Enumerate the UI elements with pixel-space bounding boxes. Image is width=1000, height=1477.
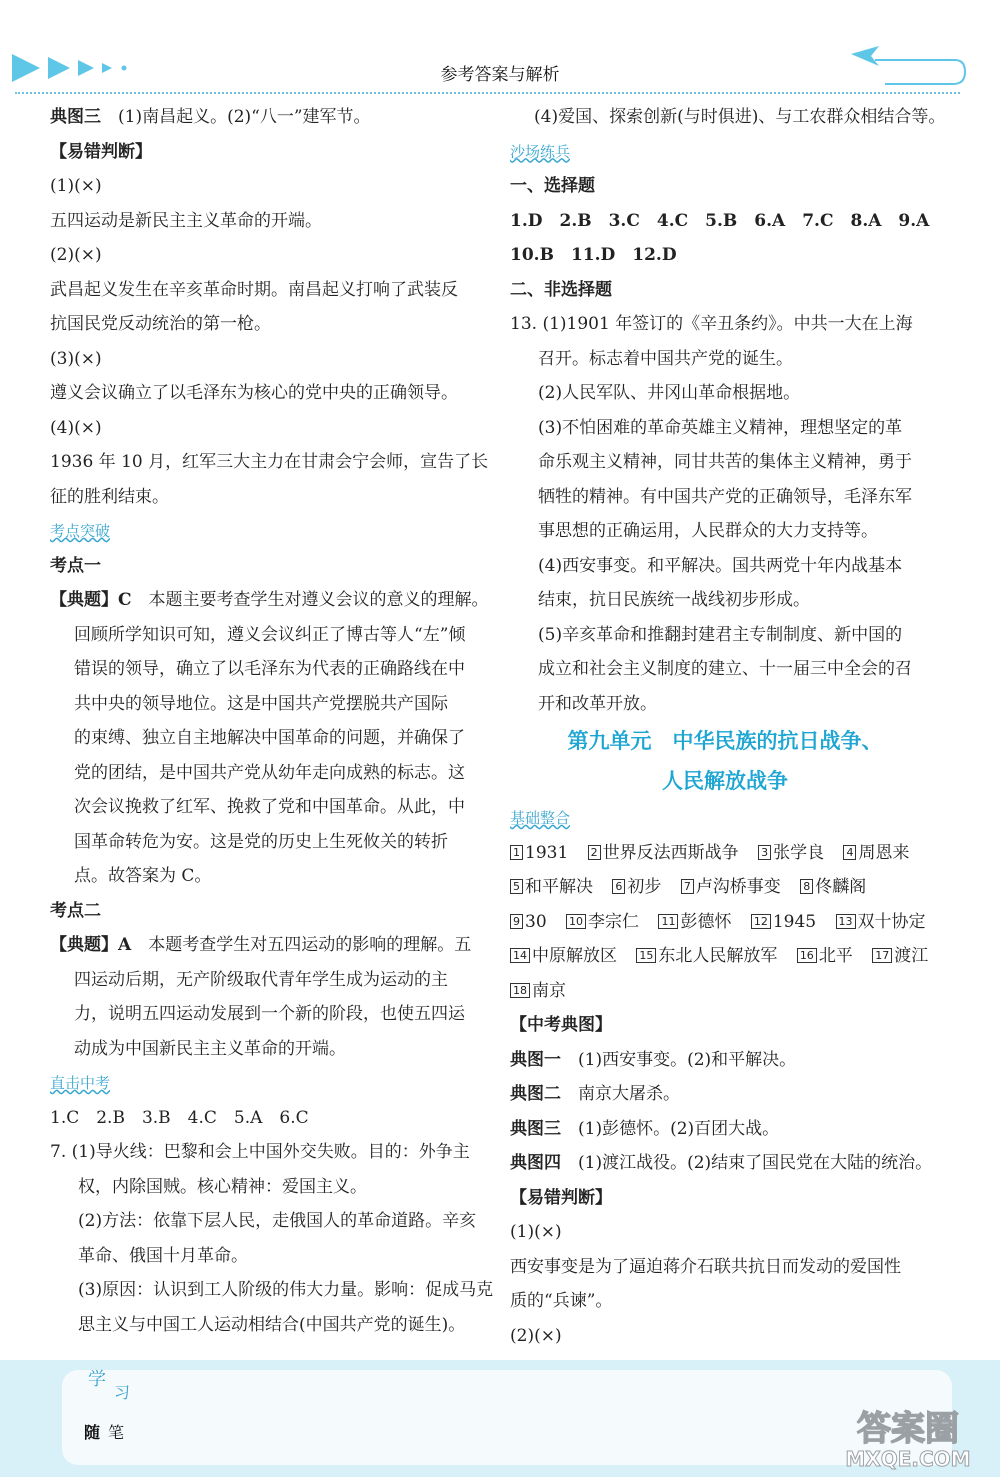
text-line: 力，说明五四运动发展到一个新的阶段，也使五四运	[74, 1004, 465, 1024]
page-header	[0, 0, 1000, 100]
text-line: 结束，抗日民族统一战线初步形成。	[538, 590, 810, 610]
header-divider	[15, 92, 960, 94]
text-line: 质的“兵谏”。	[510, 1291, 613, 1311]
text-line: 典图二 南京大屠杀。	[510, 1084, 680, 1104]
text-line: 召开。标志着中国共产党的诞生。	[538, 348, 793, 369]
unit-title-line2: 人民解放战争	[662, 769, 788, 793]
section-label-zhiji: 直击中考	[50, 1074, 111, 1092]
text-line: 典图四 (1)渡江战役。(2)结束了国民党在大陆的统治。	[510, 1153, 933, 1173]
text-line: 抗国民党反动统治的第一枪。	[50, 314, 271, 334]
footer-label-sui: 随	[84, 1423, 101, 1442]
watermark-url: MXQE.COM	[845, 1447, 971, 1471]
text-line: 权，内除国贼。核心精神：爱国主义。	[78, 1176, 367, 1197]
text-line: 五四运动是新民主主义革命的开端。	[50, 210, 322, 231]
text-line: (1)(×)	[50, 176, 102, 196]
watermark-text: 答案圈	[857, 1409, 959, 1449]
text-line: 典图一 (1)西安事变。(2)和平解决。	[510, 1049, 797, 1070]
text-line: 13. (1)1901 年签订的《辛丑条约》。中共一大在上海	[510, 314, 913, 334]
watermark-logo	[820, 1400, 995, 1472]
text-line: 革命、俄国十月革命。	[78, 1245, 248, 1266]
text-line: (2)方法：依靠下层人民，走俄国人的革命道路。辛亥	[78, 1211, 477, 1231]
foundation-row: 9 30 10 李宗仁 11 彭德怀 12 1945 13 双十协定	[510, 905, 940, 940]
text-line: 错误的领导，确立了以毛泽东为代表的正确路线在中	[74, 659, 465, 679]
text-line: 共中央的领导地位。这是中国共产党摆脱共产国际	[74, 693, 448, 714]
text-line: 典图三 (1)彭德怀。(2)百团大战。	[510, 1118, 780, 1139]
text-line: (3)(×)	[50, 348, 102, 369]
text-line: 西安事变是为了逼迫蒋介石联共抗日而发动的爱国性	[510, 1256, 901, 1277]
text-line: 牺牲的精神。有中国共产党的正确领导，毛泽东军	[538, 486, 912, 507]
text-line: (4)(×)	[50, 417, 102, 438]
section-heading: 一、选择题	[510, 176, 595, 196]
notes-area	[62, 1370, 952, 1465]
text-line: 事思想的正确运用，人民群众的大力支持等。	[538, 521, 878, 541]
text-line: 典图三 (1)南昌起义。(2)“八一”建军节。	[50, 107, 371, 127]
text-line: (5)辛亥革命和推翻封建君主专制制度、新中国的	[538, 624, 903, 645]
footer-label-xi: 习	[114, 1383, 131, 1402]
section-label-jichu: 基础整合	[510, 809, 571, 827]
text-line: (1)(×)	[510, 1222, 562, 1242]
section-heading: 【中考典图】	[510, 1015, 612, 1035]
text-line: 1.C 2.B 3.B 4.C 5.A 6.C	[50, 1107, 309, 1128]
text-line: 征的胜利结束。	[50, 486, 169, 507]
text-line: 遵义会议确立了以毛泽东为核心的党中央的正确领导。	[50, 383, 458, 403]
text-line: 点。故答案为 C。	[74, 866, 212, 886]
text-line: (2)(×)	[510, 1325, 562, 1346]
text-line: 四运动后期，无产阶级取代青年学生成为运动的主	[74, 969, 448, 990]
section-label-shachang: 沙场练兵	[510, 142, 571, 161]
foundation-row: 14 中原解放区 15 东北人民解放军 16 北平 17 渡江	[510, 939, 940, 974]
text-line: 的束缚、独立自主地解决中国革命的问题，并确保了	[74, 728, 465, 748]
foundation-row: 5 和平解决 6 初步 7 卢沟桥事变 8 佟麟阁	[510, 870, 940, 905]
text-line: 次会议挽救了红军、挽救了党和中国革命。从此，中	[74, 797, 465, 817]
text-line: 7. (1)导火线：巴黎和会上中国外交失败。目的：外争主	[50, 1142, 470, 1162]
foundation-row: 18 南京	[510, 974, 940, 1009]
text-line: 回顾所学知识可知，遵义会议纠正了博古等人“左”倾	[74, 624, 466, 645]
text-line: 【典题】A 本题考查学生对五四运动的影响的理解。五	[50, 935, 472, 955]
text-line: 动成为中国新民主主义革命的开端。	[74, 1038, 346, 1059]
text-line: (2)(×)	[50, 245, 102, 265]
text-line: (4)爱国、探索创新(与时俱进)、与工农群众相结合等。	[534, 107, 946, 127]
foundation-row: 1 1931 2 世界反法西斯战争 3 张学良 4 周恩来	[510, 836, 940, 871]
section-heading: 【易错判断】	[50, 141, 152, 162]
page-title: 参考答案与解析	[440, 65, 560, 85]
left-column	[50, 100, 494, 1342]
footer-label-bi: 笔	[108, 1423, 125, 1442]
text-line: 开和改革开放。	[538, 693, 657, 714]
text-line: 武昌起义发生在辛亥革命时期。南昌起义打响了武装反	[50, 279, 458, 300]
text-line: 成立和社会主义制度的建立、十一届三中全会的召	[538, 659, 912, 679]
text-line: 1936 年 10 月，红军三大主力在甘肃会宁会师，宣告了长	[50, 452, 489, 472]
unit-title-line1: 第九单元 中华民族的抗日战争、	[567, 729, 883, 753]
section-heading: 考点一	[50, 555, 101, 576]
text-line: 【典题】C 本题主要考查学生对遵义会议的意义的理解。	[50, 590, 489, 610]
section-label-kaodian: 考点突破	[50, 522, 111, 540]
text-line: (3)不怕困难的革命英雄主义精神，理想坚定的革	[538, 417, 903, 438]
text-line: 10.B 11.D 12.D	[510, 245, 677, 265]
text-line: (4)西安事变。和平解决。国共两党十年内战基本	[538, 555, 903, 576]
section-heading: 【易错判断】	[510, 1187, 612, 1208]
text-line: 1.D 2.B 3.C 4.C 5.B 6.A 7.C 8.A 9.A	[510, 210, 930, 231]
section-heading: 二、非选择题	[510, 279, 612, 300]
text-line: (2)人民军队、井冈山革命根据地。	[538, 383, 801, 403]
text-line: 思主义与中国工人运动相结合(中国共产党的诞生)。	[78, 1314, 466, 1335]
text-line: 命乐观主义精神，同甘共苦的集体主义精神，勇于	[538, 452, 912, 472]
text-line: (3)原因：认识到工人阶级的伟大力量。影响：促成马克	[78, 1280, 494, 1300]
section-heading: 考点二	[50, 900, 101, 921]
text-line: 国革命转危为安。这是党的历史上生死攸关的转折	[74, 831, 448, 852]
text-line: 党的团结，是中国共产党从幼年走向成熟的标志。这	[74, 762, 465, 783]
right-column	[510, 100, 946, 1353]
footer-label-xue: 学	[88, 1369, 106, 1390]
